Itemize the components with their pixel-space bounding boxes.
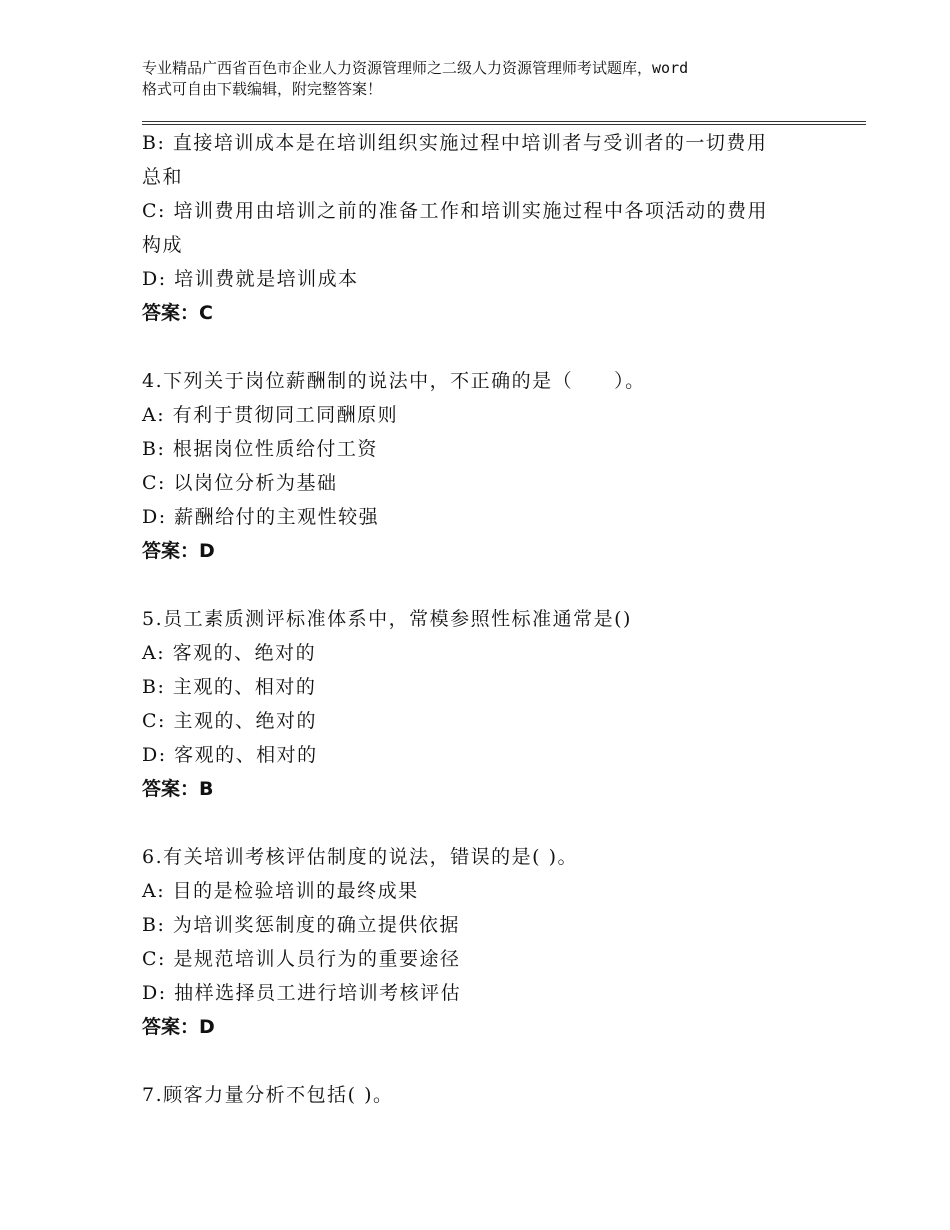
question-3-continued	[142, 126, 822, 330]
option-c: C: 培训费用由培训之前的准备工作和培训实施过程中各项活动的费用	[142, 200, 768, 222]
option-c: C: 主观的、绝对的	[142, 710, 317, 732]
option-d: D: 抽样选择员工进行培训考核评估	[142, 982, 462, 1004]
question-4	[142, 364, 822, 568]
header-line-1: 专业精品广西省百色市企业人力资源管理师之二级人力资源管理师考试题库，word	[142, 59, 689, 77]
spacer	[142, 568, 822, 602]
document-header	[142, 58, 822, 100]
question-stem: 7.顾客力量分析不包括( )。	[142, 1084, 394, 1106]
question-stem: 4.下列关于岗位薪酬制的说法中，不正确的是（ ）。	[142, 370, 646, 392]
question-5	[142, 602, 822, 806]
option-c: C: 以岗位分析为基础	[142, 472, 338, 494]
spacer	[142, 330, 822, 364]
question-7	[142, 1078, 822, 1112]
option-d: D: 薪酬给付的主观性较强	[142, 506, 380, 528]
answer: 答案：C	[142, 302, 213, 324]
question-list	[142, 126, 822, 1112]
option-b: B: 根据岗位性质给付工资	[142, 438, 378, 460]
header-divider	[142, 121, 866, 125]
option-a: A: 目的是检验培训的最终成果	[142, 880, 419, 902]
option-b-continued: 总和	[142, 166, 184, 188]
option-c: C: 是规范培训人员行为的重要途径	[142, 948, 461, 970]
option-b: B: 主观的、相对的	[142, 676, 317, 698]
option-c-continued: 构成	[142, 234, 184, 256]
answer: 答案：D	[142, 1016, 215, 1038]
spacer	[142, 806, 822, 840]
question-6	[142, 840, 822, 1044]
option-d: D: 客观的、相对的	[142, 744, 318, 766]
answer: 答案：D	[142, 540, 215, 562]
question-stem: 5.员工素质测评标准体系中，常模参照性标准通常是()	[142, 608, 632, 630]
question-stem: 6.有关培训考核评估制度的说法，错误的是( )。	[142, 846, 578, 868]
spacer	[142, 1044, 822, 1078]
answer: 答案：B	[142, 778, 214, 800]
option-d: D: 培训费就是培训成本	[142, 268, 359, 290]
option-a: A: 有利于贯彻同工同酬原则	[142, 404, 399, 426]
option-b: B: 为培训奖惩制度的确立提供依据	[142, 914, 460, 936]
header-line-2: 格式可自由下载编辑，附完整答案！	[142, 80, 383, 98]
option-b: B: 直接培训成本是在培训组织实施过程中培训者与受训者的一切费用	[142, 132, 768, 154]
option-a: A: 客观的、绝对的	[142, 642, 317, 664]
